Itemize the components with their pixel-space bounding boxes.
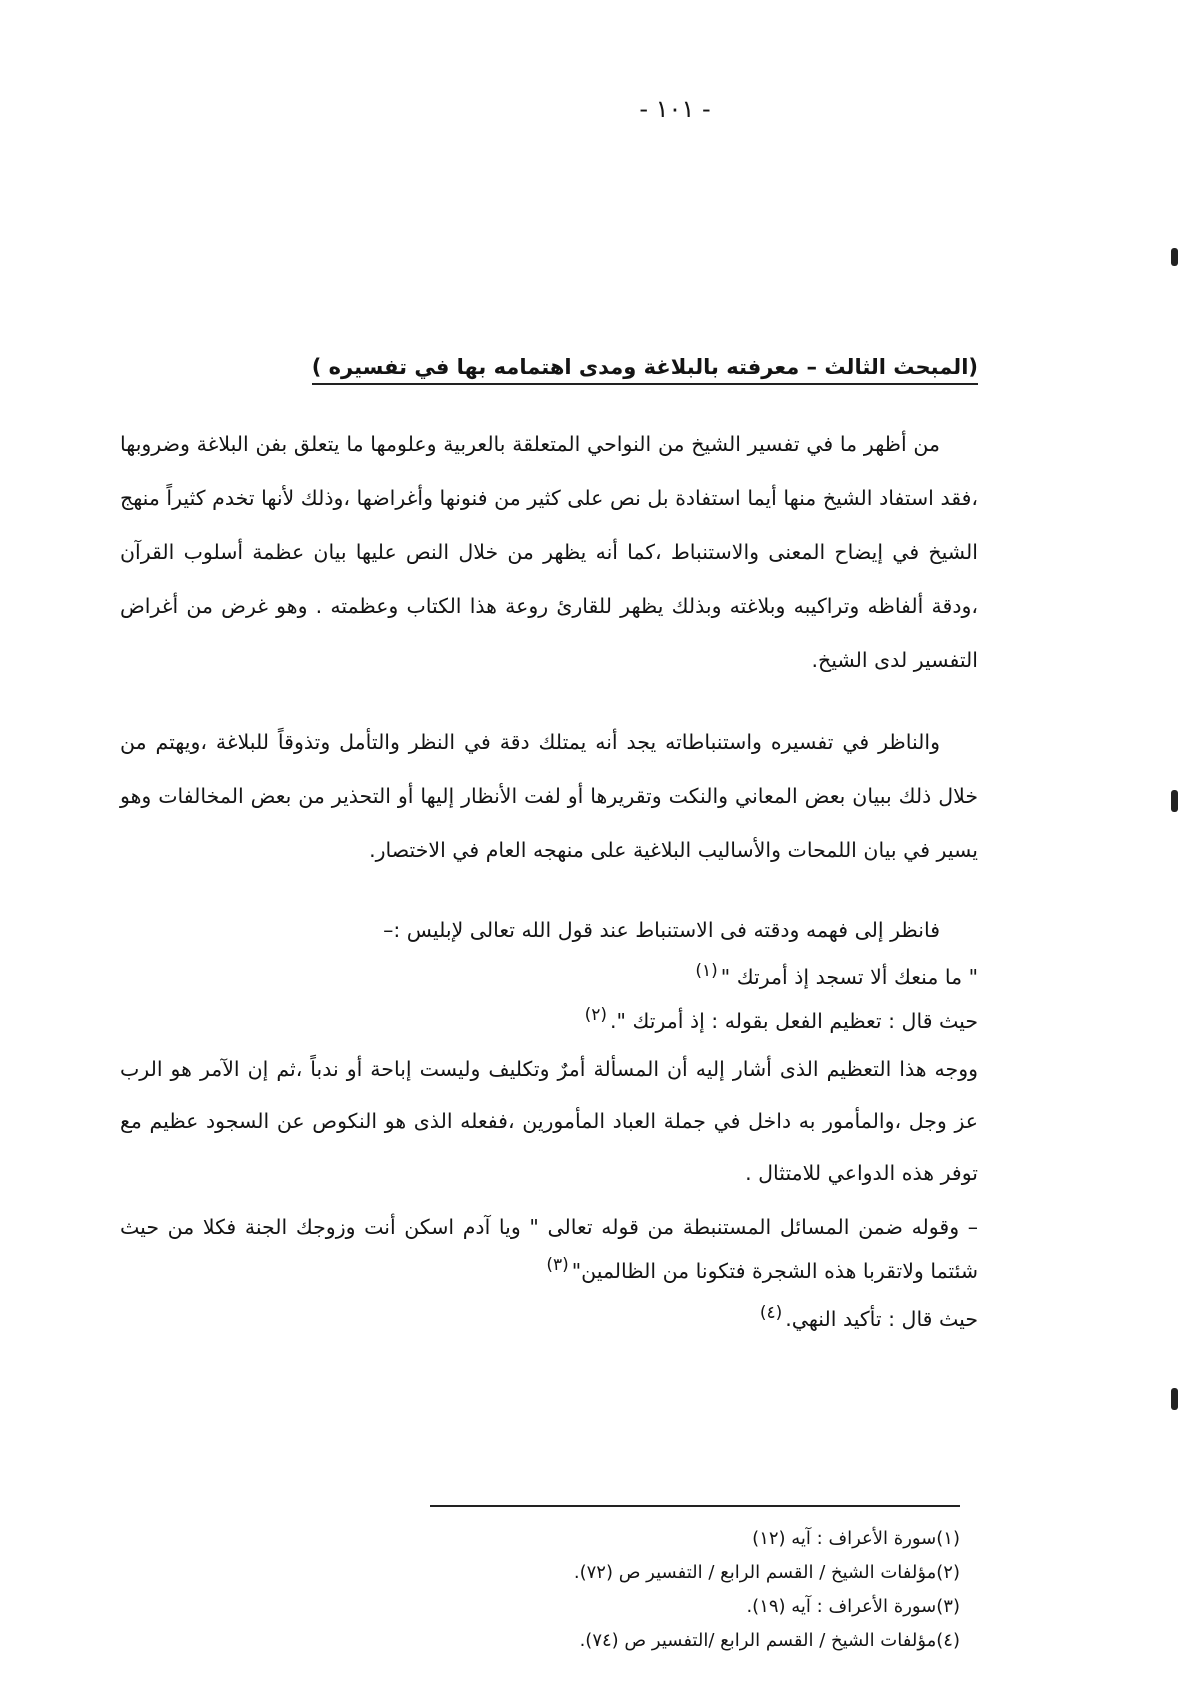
footnote-divider [430,1505,960,1507]
shaykh-quote-1 [120,999,978,1043]
paragraph-3-intro: فانظر إلى فهمه ودقته فى الاستنباط عند قول الله تعالى لإبليس :– [383,918,940,942]
footnote-ref-1: (١) [695,961,718,982]
footnote-ref-3: (٣) [546,1255,569,1276]
footnote-2: (٢)مؤلفات الشيخ / القسم الرابع / التفسير ص (٧٢). [573,1562,960,1583]
footnote-1: (١)سورة الأعراف : آيه (١٢) [752,1528,960,1549]
quote-2-text: حيث قال : تأكيد النهي. [785,1307,978,1331]
footnotes [290,1522,960,1658]
paragraph-2: والناظر في تفسيره واستنباطاته يجد أنه يمتلك دقة في النظر والتأمل وتذوقاً للبلاغة ،ويهتم من خلال ذلك ببيان بعض المعاني والنكت وتقريرها أو لفت الأنظار إليها أو التحذير من بعض المخالفات وهو يسير في بيان اللمحات والأساليب البلاغية على منهجه العام في الاختصار. [120,730,978,862]
paragraph-4-text: – وقوله ضمن المسائل المستنبطة من قوله تعالى " ويا آدم اسكن أنت وزوجك الجنة فكلا من حيث شئتما ولاتقربا هذه الشجرة فتكونا من الظالمين" [120,1215,978,1283]
scan-edge-mark [1171,248,1178,266]
scan-edge-mark [1171,1388,1178,1410]
footnote-ref-4: (٤) [759,1303,783,1324]
footnote-ref-2: (٢) [584,1005,607,1026]
quran-verse-1 [120,955,978,999]
page-body [120,355,978,1345]
section-title-text: (المبحث الثالث – معرفته بالبلاغة ومدى اهتمامه بها في تفسيره ) [312,355,978,385]
scan-edge-mark [1171,790,1178,812]
page-number: - ١٠١ - [639,95,711,123]
quote-1-text: حيث قال : تعظيم الفعل بقوله : إذ أمرتك ". [610,1009,978,1033]
section-title [120,355,978,379]
verse-1-text: " ما منعك ألا تسجد إذ أمرتك " [720,965,978,989]
shaykh-quote-2 [120,1293,978,1345]
paragraph-3-body: ووجه هذا التعظيم الذى أشار إليه أن المسألة أمرٌ وتكليف وليست إباحة أو ندباً ،ثم إن الآمر هو الرب عز وجل ،والمأمور به داخل في جملة العباد المأمورين ،ففعله الذى هو النكوص عن السجود عظيم مع توفر هذه الدواعي للامتثال . [120,1057,978,1185]
paragraph-4-intro [120,1205,978,1293]
footnote-4: (٤)مؤلفات الشيخ / القسم الرابع /التفسير ص (٧٤). [579,1630,960,1651]
paragraph-1: من أظهر ما في تفسير الشيخ من النواحي المتعلقة بالعربية وعلومها ما يتعلق بفن البلاغة وضروبها ،فقد استفاد الشيخ منها أيما استفادة بل نص على كثير من فنونها وأغراضها ،وذلك لأنها تخدم كثيراً منهج الشيخ في إيضاح المعنى والاستنباط ،كما أنه يظهر من خلال النص عليها بيان عظمة أسلوب القرآن ،ودقة ألفاظه وتراكيبه وبلاغته وبذلك يظهر للقارئ روعة هذا الكتاب وعظمته . وهو غرض من أغراض التفسير لدى الشيخ. [120,432,978,672]
footnote-3: (٣)سورة الأعراف : آيه (١٩). [746,1596,960,1617]
